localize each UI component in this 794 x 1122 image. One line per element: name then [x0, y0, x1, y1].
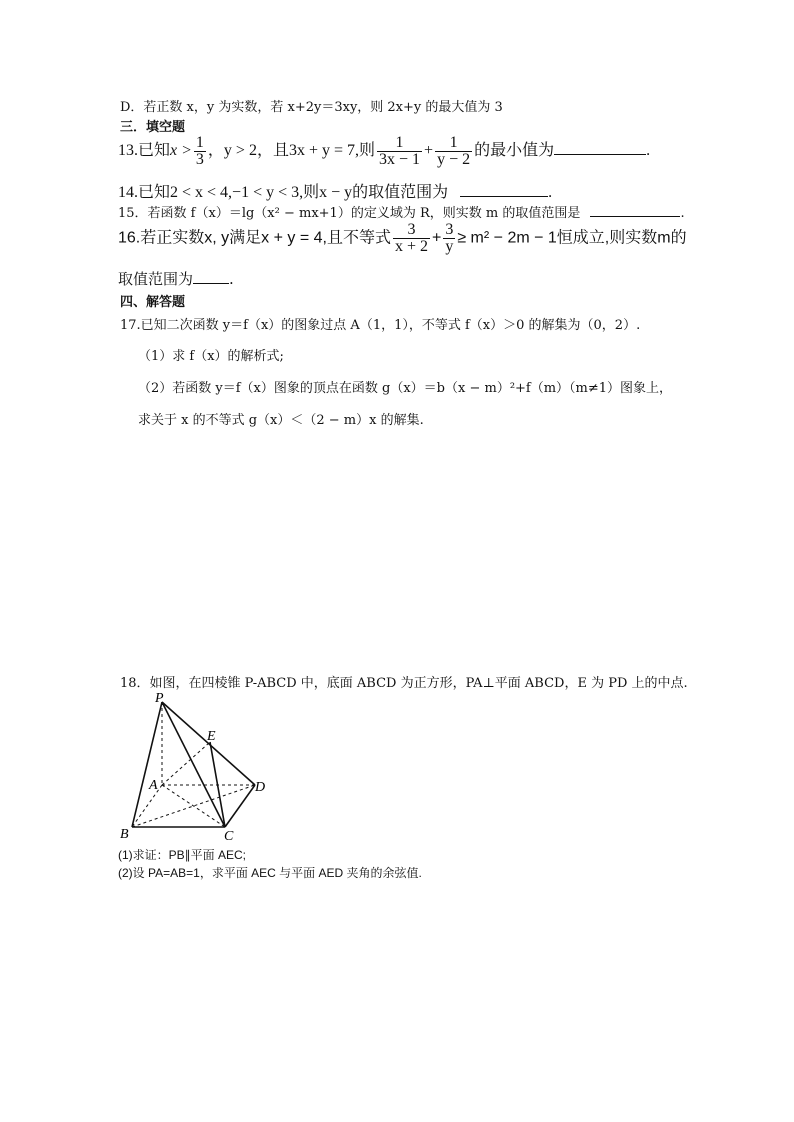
q16-end: . [229, 270, 234, 288]
edge-pc [162, 702, 225, 827]
question-14 [118, 179, 552, 202]
label-e: E [207, 729, 216, 744]
q17-part-2-line-1: （2）若函数 y＝f（x）图象的顶点在函数 g（x）＝b（x − m）²+f（m）（m≠1）图象上， [138, 381, 673, 396]
q16-line2-text: 取值范围为 [118, 270, 194, 288]
label-c: C [224, 829, 234, 844]
q12-option-d: D．若正数 x，y 为实数，若 x+2y＝3xy，则 2x+y 的最大值为 3 [120, 100, 503, 115]
q13-frac1-denominator: 3x − 1 [379, 151, 421, 168]
q16-plus: + [431, 229, 442, 247]
q16-prefix: 16.若正实数x, y满足x + y = 4,且不等式 [118, 229, 391, 247]
q18-part-2: (2)设 PA=AB=1，求平面 AEC 与平面 AED 夹角的余弦值. [118, 866, 422, 880]
question-15 [118, 202, 685, 221]
q15-end: . [680, 206, 685, 221]
q13-end: . [646, 142, 651, 160]
q13-frac2-denominator: y − 2 [437, 151, 471, 168]
label-p: P [155, 691, 164, 706]
q16-frac1-denominator: x + 2 [394, 238, 428, 255]
section-3-title: 三．填空题 [120, 119, 186, 134]
q13-fraction-2 [435, 135, 472, 168]
edge-cd [225, 785, 255, 827]
q14-end: . [548, 184, 553, 201]
q16-fraction-1 [393, 222, 430, 255]
section-4-title: 四、解答题 [120, 294, 186, 309]
pyramid-figure [115, 690, 275, 845]
edge-ac [162, 785, 225, 827]
label-b: B [120, 827, 129, 842]
edge-pb [132, 702, 162, 827]
q13-fraction-1 [377, 135, 422, 168]
q16-answer-blank[interactable] [193, 283, 229, 284]
q13-cond1-numerator: 1 [195, 134, 204, 151]
question-13 [118, 135, 650, 168]
q13-frac2-numerator: 1 [435, 135, 472, 152]
q13-plus: + [424, 142, 434, 160]
q13-prefix: 13.已知 [118, 142, 171, 160]
q18-stem: 18．如图，在四棱锥 P-ABCD 中，底面 ABCD 为正方形，PA⊥平面 ABCD，E 为 PD 上的中点. [120, 676, 688, 691]
label-a: A [149, 778, 158, 793]
q13-answer-blank[interactable] [554, 154, 646, 155]
q13-cond2: ，y > 2，且3x + y = 7,则 [207, 142, 375, 160]
q18-part-1: (1)求证：PB∥平面 AEC; [118, 848, 247, 862]
q14-answer-blank[interactable] [460, 196, 548, 197]
q16-frac2-numerator: 3 [445, 221, 454, 238]
q16-frac1-numerator: 3 [393, 222, 430, 239]
q15-answer-blank[interactable] [590, 216, 680, 217]
q16-frac2-denominator: y [445, 238, 454, 255]
q14-text: 14.已知2 < x < 4,−1 < y < 3,则x − y的取值范围为 [118, 184, 449, 201]
question-16 [118, 222, 687, 255]
q13-cond1-fraction [194, 135, 206, 168]
q13-suffix: 的最小值为 [474, 142, 555, 160]
q17-part-2-line-2: 求关于 x 的不等式 g（x）＜（2 − m）x 的解集. [138, 413, 424, 428]
q13-cond1-denominator: 3 [195, 151, 204, 168]
q16-fraction-2 [443, 222, 455, 255]
q16-suffix: ≥ m² − 2m − 1恒成立,则实数m的 [457, 229, 687, 247]
q16-line-2 [118, 268, 234, 289]
q13-cond1-lhs: x > [170, 142, 192, 160]
q13-frac1-numerator: 1 [377, 135, 422, 152]
q17-part-1: （1）求 f（x）的解析式; [138, 349, 284, 364]
q15-text: 15．若函数 f（x）＝lg（x² − mx+1）的定义域为 R，则实数 m 的取值范围是 [118, 206, 581, 221]
label-d: D [255, 780, 266, 795]
q17-stem: 17.已知二次函数 y＝f（x）的图象过点 A（1，1），不等式 f（x）＞0 的解集为（0，2）. [120, 318, 641, 333]
